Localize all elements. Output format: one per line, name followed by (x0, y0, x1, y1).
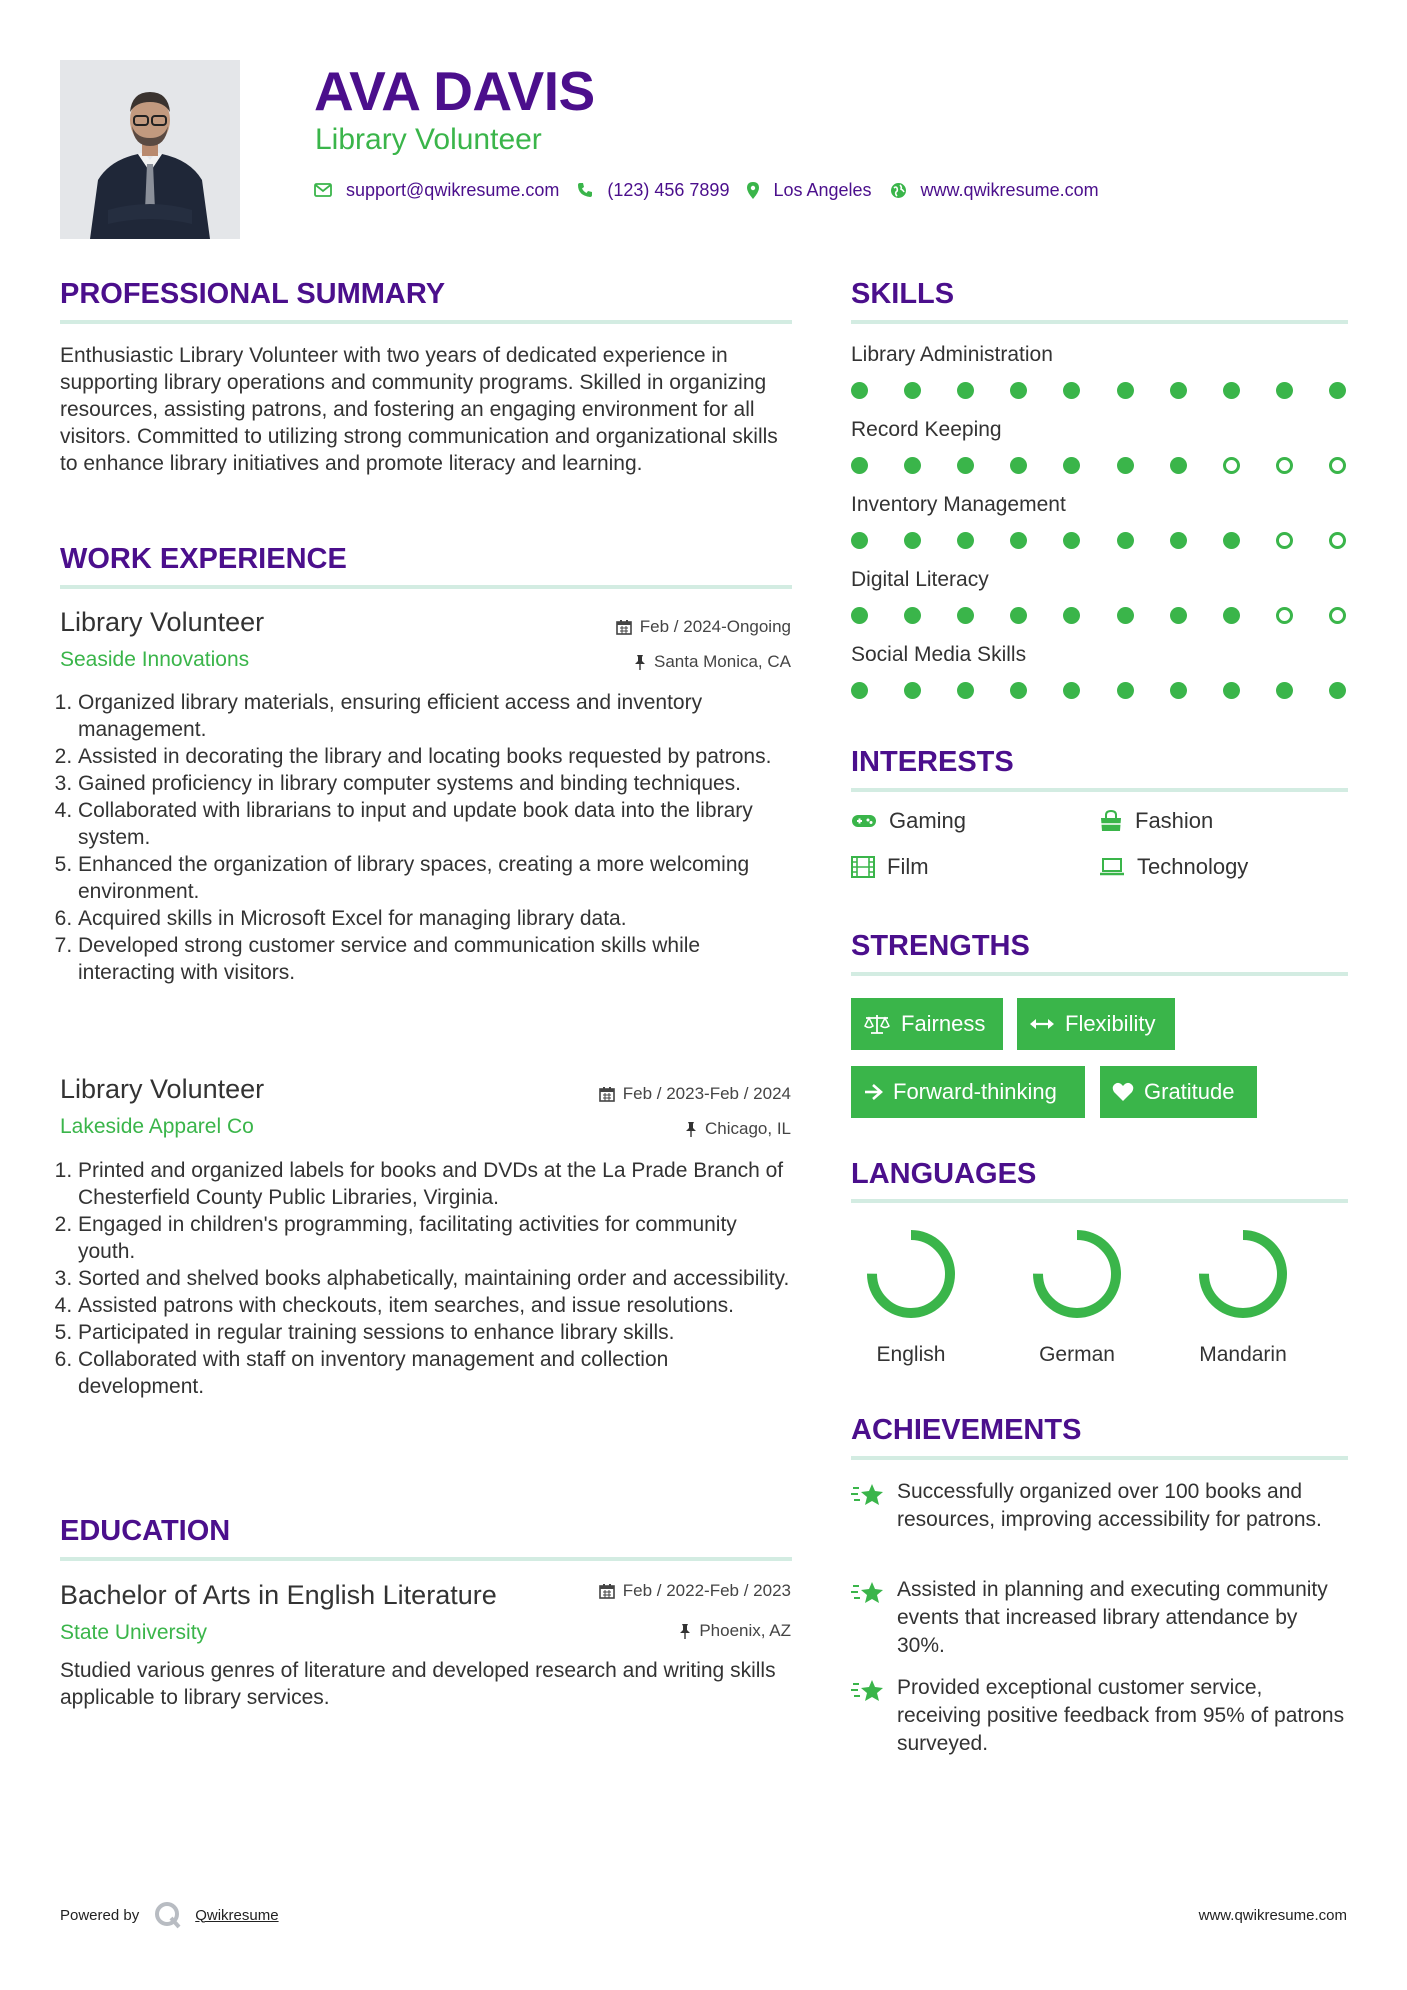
footer-website[interactable]: www.qwikresume.com (1198, 1907, 1347, 1924)
summary-text: Enthusiastic Library Volunteer with two years of dedicated experience in supporting library operations and community programs. Skilled in organizing resources, assisting patrons, and fostering an engaging environment for all visitors. Committed to utilizing strong communication and organizational skills to enhance library initiatives and promote literacy and learning. (60, 344, 778, 475)
language-progress-arc (1204, 1235, 1282, 1313)
rating-dot-filled (1063, 607, 1080, 624)
rating-dot-filled (851, 457, 868, 474)
film-icon (851, 856, 875, 878)
shopping-bag-icon (1099, 810, 1123, 832)
language-name: English (876, 1343, 946, 1366)
rating-dot-filled (957, 607, 974, 624)
rating-dot-empty (1276, 532, 1293, 549)
job-dates (491, 1083, 791, 1105)
rating-dot-filled (851, 607, 868, 624)
job-location (491, 651, 791, 673)
rating-dot-filled (851, 532, 868, 549)
map-marker-icon (747, 182, 759, 199)
job-dates-text: Feb / 2024-Ongoing (639, 617, 791, 636)
degree-title: Bachelor of Arts in English Literature (60, 1580, 497, 1610)
location-text: Los Angeles (773, 179, 872, 200)
duty-item: 4. Assisted patrons with checkouts, item searches, and issue resolutions. (78, 1292, 798, 1319)
star-trophy-icon (851, 1580, 885, 1606)
skill-row (851, 417, 1351, 492)
skill-name: Digital Literacy (851, 568, 989, 591)
experience-heading: WORK EXPERIENCE (60, 543, 347, 575)
job-dates-text: Feb / 2023-Feb / 2024 (622, 1084, 791, 1103)
rating-dot-filled (1223, 382, 1240, 399)
duty-list (60, 689, 798, 986)
skill-row (851, 342, 1351, 417)
rating-dot-filled (957, 457, 974, 474)
job-dates (491, 616, 791, 638)
achievements-divider (851, 1456, 1348, 1460)
skill-name: Library Administration (851, 343, 1053, 366)
rating-dot-empty (1223, 457, 1240, 474)
education-location (531, 1620, 791, 1642)
skill-row (851, 642, 1351, 717)
achievement-item (851, 1674, 1351, 1758)
rating-dot-filled (1010, 607, 1027, 624)
rating-dot-filled (904, 682, 921, 699)
rating-dot-empty (1276, 607, 1293, 624)
skill-row (851, 492, 1351, 567)
company-name: Lakeside Apparel Co (60, 1115, 254, 1138)
profile-photo (60, 60, 240, 239)
strength-chip-gratitude (1100, 1066, 1257, 1118)
contact-website[interactable] (890, 180, 1099, 201)
education-heading: EDUCATION (60, 1515, 231, 1547)
rating-dot-filled (957, 682, 974, 699)
skill-row (851, 567, 1351, 642)
interest-gaming (851, 808, 966, 834)
rating-dot-filled (1329, 382, 1346, 399)
rating-dot-empty (1329, 457, 1346, 474)
envelope-icon (314, 183, 332, 197)
achievement-item (851, 1576, 1351, 1660)
strength-chip-fairness (851, 998, 1003, 1050)
duty-item: 5. Participated in regular training sessions to enhance library skills. (78, 1319, 798, 1346)
interest-label: Film (887, 854, 929, 879)
strength-label: Flexibility (1065, 1011, 1156, 1036)
phone-text: (123) 456 7899 (607, 179, 730, 200)
skill-rating (851, 457, 1346, 474)
rating-dot-empty (1276, 457, 1293, 474)
rating-dot-filled (1010, 457, 1027, 474)
languages-list (851, 1226, 1351, 1367)
achievement-text: Successfully organized over 100 books and resources, improving accessibility for patrons. (897, 1480, 1322, 1531)
interest-label: Fashion (1135, 808, 1214, 833)
language-progress-arc (872, 1235, 950, 1313)
rating-dot-filled (1117, 607, 1134, 624)
education-divider (60, 1557, 792, 1561)
rating-dot-filled (1276, 682, 1293, 699)
rating-dot-filled (1010, 382, 1027, 399)
rating-dot-filled (1063, 457, 1080, 474)
candidate-name: AVA DAVIS (314, 60, 595, 122)
experience-divider (60, 585, 792, 589)
duty-item: 5. Enhanced the organization of library spaces, creating a more welcoming environment. (78, 851, 798, 905)
skill-name: Inventory Management (851, 493, 1066, 516)
skill-rating (851, 607, 1346, 624)
rating-dot-filled (904, 532, 921, 549)
duty-item: 2. Engaged in children's programming, facilitating activities for community youth. (78, 1211, 798, 1265)
achievement-text: Provided exceptional customer service, receiving positive feedback from 95% of patrons surveyed. (897, 1676, 1345, 1755)
languages-heading: LANGUAGES (851, 1158, 1037, 1190)
laptop-icon (1099, 857, 1125, 877)
achievement-text: Assisted in planning and executing community events that increased library attendance by 30%. (897, 1578, 1328, 1657)
summary-divider (60, 320, 792, 324)
language-progress-ring (1195, 1226, 1291, 1322)
education-dates-text: Feb / 2022-Feb / 2023 (622, 1581, 791, 1600)
language-progress-ring (1029, 1226, 1125, 1322)
language-item (851, 1226, 971, 1367)
rating-dot-filled (1223, 682, 1240, 699)
duty-item: 7. Developed strong customer service and communication skills while interacting with visitors. (78, 932, 798, 986)
rating-dot-filled (1329, 682, 1346, 699)
globe-icon (890, 182, 907, 199)
skills-list (851, 342, 1351, 717)
star-trophy-icon (851, 1678, 885, 1704)
rating-dot-filled (957, 382, 974, 399)
arrows-horizontal-icon (1029, 1017, 1055, 1031)
duty-item: 4. Collaborated with librarians to input and update book data into the library system. (78, 797, 798, 851)
language-name: German (1039, 1343, 1115, 1366)
brand-link[interactable]: Qwikresume (195, 1906, 279, 1924)
pin-icon (679, 1623, 691, 1639)
calendar-icon (599, 1086, 615, 1102)
website-text: www.qwikresume.com (920, 179, 1099, 200)
job-location-text: Chicago, IL (705, 1119, 791, 1138)
qwikresume-logo-icon (153, 1900, 183, 1930)
summary-heading: PROFESSIONAL SUMMARY (60, 278, 446, 310)
star-trophy-icon (851, 1482, 885, 1508)
contact-bar (314, 177, 1117, 203)
job-location (491, 1118, 791, 1140)
rating-dot-filled (1010, 532, 1027, 549)
duty-list (60, 1157, 798, 1400)
footer-powered-by (60, 1900, 279, 1930)
skill-rating (851, 382, 1346, 399)
rating-dot-filled (904, 607, 921, 624)
language-item (1183, 1226, 1303, 1367)
calendar-icon (616, 619, 632, 635)
rating-dot-filled (1010, 682, 1027, 699)
education-description: Studied various genres of literature and developed research and writing skills applicable to library services. (60, 1659, 776, 1709)
rating-dot-filled (1117, 532, 1134, 549)
rating-dot-filled (957, 532, 974, 549)
rating-dot-filled (904, 382, 921, 399)
rating-dot-filled (1063, 532, 1080, 549)
skills-divider (851, 320, 1348, 324)
rating-dot-filled (1170, 382, 1187, 399)
achievements-heading: ACHIEVEMENTS (851, 1414, 1082, 1446)
person-photo-icon (60, 60, 240, 239)
skill-rating (851, 682, 1346, 699)
rating-dot-empty (1329, 607, 1346, 624)
rating-dot-filled (851, 682, 868, 699)
strength-label: Gratitude (1144, 1079, 1235, 1104)
pin-icon (685, 1121, 697, 1137)
interest-label: Gaming (889, 808, 967, 833)
rating-dot-filled (1223, 607, 1240, 624)
job-title: Library Volunteer (60, 1074, 265, 1104)
interests-divider (851, 788, 1348, 792)
rating-dot-filled (1223, 532, 1240, 549)
rating-dot-filled (1063, 682, 1080, 699)
job-location-text: Santa Monica, CA (653, 652, 791, 671)
strength-chip-flexibility (1017, 998, 1175, 1050)
skill-rating (851, 532, 1346, 549)
contact-location (747, 180, 871, 201)
contact-phone[interactable] (577, 180, 729, 201)
contact-email[interactable] (314, 180, 559, 201)
interest-label: Technology (1137, 854, 1249, 879)
achievement-item (851, 1478, 1351, 1534)
duty-item: 2. Assisted in decorating the library and locating books requested by patrons. (78, 743, 798, 770)
rating-dot-empty (1329, 532, 1346, 549)
rating-dot-filled (1117, 682, 1134, 699)
rating-dot-filled (1170, 607, 1187, 624)
arrow-right-icon (863, 1083, 883, 1101)
school-name: State University (60, 1621, 208, 1644)
gamepad-icon (851, 813, 877, 829)
duty-item: 3. Gained proficiency in library computer systems and binding techniques. (78, 770, 798, 797)
heart-icon (1112, 1082, 1134, 1102)
language-progress-ring (863, 1226, 959, 1322)
interest-fashion (1099, 808, 1213, 834)
strengths-heading: STRENGTHS (851, 930, 1030, 962)
language-progress-arc (1038, 1235, 1116, 1313)
calendar-icon (599, 1583, 615, 1599)
duty-item: 1. Printed and organized labels for books and DVDs at the La Prade Branch of Chesterfield County Public Libraries, Virginia. (78, 1157, 798, 1211)
language-name: Mandarin (1199, 1343, 1287, 1366)
duty-item: 6. Acquired skills in Microsoft Excel for managing library data. (78, 905, 798, 932)
rating-dot-filled (1117, 457, 1134, 474)
job-title: Library Volunteer (60, 607, 265, 637)
interests-heading: INTERESTS (851, 746, 1014, 778)
duty-item: 1. Organized library materials, ensuring efficient access and inventory management. (78, 689, 798, 743)
strengths-divider (851, 972, 1348, 976)
strength-label: Fairness (901, 1011, 986, 1036)
balance-scale-icon (863, 1013, 891, 1035)
skill-name: Record Keeping (851, 418, 1002, 441)
skills-heading: SKILLS (851, 278, 955, 310)
rating-dot-filled (904, 457, 921, 474)
interest-technology (1099, 854, 1248, 880)
skill-name: Social Media Skills (851, 643, 1027, 666)
powered-by-label: Powered by (60, 1906, 140, 1924)
duty-item: 3. Sorted and shelved books alphabetically, maintaining order and accessibility. (78, 1265, 798, 1292)
rating-dot-filled (1170, 682, 1187, 699)
pin-icon (634, 654, 646, 670)
strength-label: Forward-thinking (893, 1079, 1057, 1104)
language-item (1017, 1226, 1137, 1367)
rating-dot-filled (1063, 382, 1080, 399)
rating-dot-filled (1117, 382, 1134, 399)
candidate-title: Library Volunteer (315, 123, 542, 156)
rating-dot-filled (1276, 382, 1293, 399)
interest-film (851, 854, 929, 880)
company-name: Seaside Innovations (60, 648, 250, 671)
education-location-text: Phoenix, AZ (699, 1621, 791, 1640)
rating-dot-filled (1170, 457, 1187, 474)
rating-dot-filled (1170, 532, 1187, 549)
education-dates (531, 1580, 791, 1602)
phone-icon (577, 182, 593, 198)
duty-item: 6. Collaborated with staff on inventory management and collection development. (78, 1346, 798, 1400)
languages-divider (851, 1199, 1348, 1203)
strength-chip-forward-thinking (851, 1066, 1085, 1118)
rating-dot-filled (851, 382, 868, 399)
email-text: support@qwikresume.com (346, 179, 560, 200)
